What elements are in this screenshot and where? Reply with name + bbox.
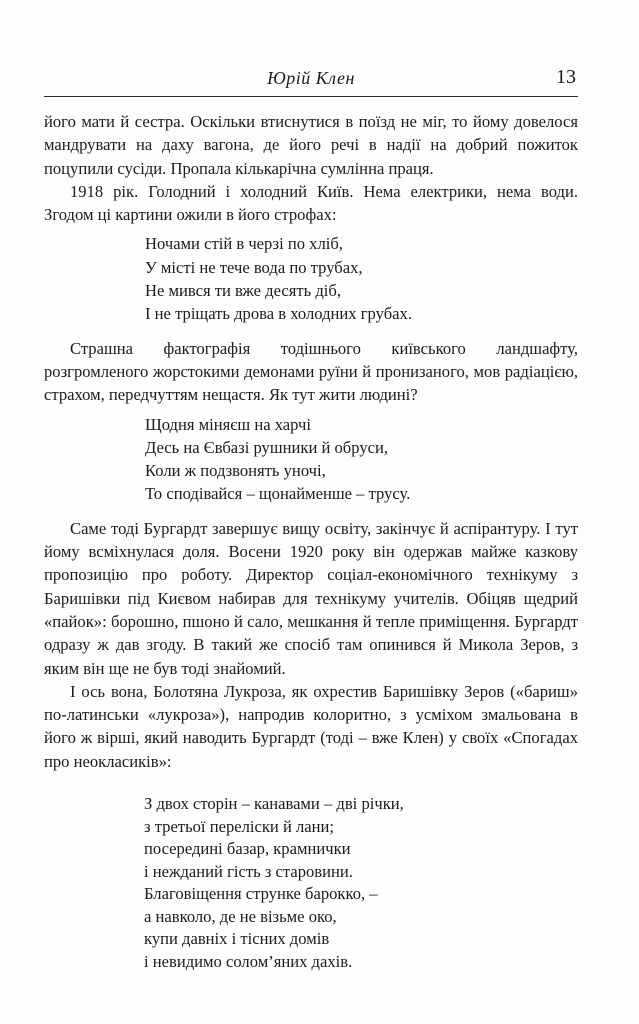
verse-line: Щодня міняєш на харчі: [145, 414, 312, 434]
paragraph-landscape: Страшна фактографія тодішнього київського ландшафту, розгромленого жорстокими демонами руїни й пронизаного, мов радіацією, страхом, передчуттям нещастя. Як тут жити людині?: [44, 338, 578, 405]
verse-line: У місті не тече вода по трубах,: [145, 257, 363, 277]
verse-line: Благовіщення струнке барокко, –: [144, 884, 378, 904]
verse-stanza-3: [44, 793, 578, 973]
verse-line: То сподівайся – щонайменше – трусу.: [145, 484, 411, 504]
verse-line: купи давніх і тісних домів: [144, 929, 330, 949]
page-body: [44, 110, 578, 973]
verse-line: З двох сторін – канавами – дві річки,: [144, 794, 404, 814]
verse-line: Ночами стій в черзі по хліб,: [145, 234, 343, 254]
paragraph-1918: 1918 рік. Голодний і холодний Київ. Нема електрики, нема води. Згодом ці картини ожили в його строфах:: [44, 181, 578, 225]
paragraph-lukroza: І ось вона, Болотяна Лукроза, як охрестив Баришівку Зеров («бариш» по-латинськи «лукроза»), напродив колоритно, з усміхом змальована в його ж вірші, який наводить Бургардт (тоді – вже Клен) у своїх «Спогадах про неокласиків»:: [44, 681, 578, 771]
page-header: [44, 62, 578, 97]
verse-line: посередині базар, крамнички: [144, 839, 351, 859]
paragraph-continuation: його мати й сестра. Оскільки втиснутися в поїзд не міг, то йому довелося мандрувати на даху вагона, де його речі в надії на добрий пожиток поцупили сусіди. Пропала кількарічна сумлінна праця.: [44, 112, 578, 178]
verse-line: Десь на Євбазі рушники й обруси,: [145, 437, 389, 457]
verse-stanza-1: [44, 232, 578, 325]
verse-stanza-2: [44, 413, 578, 506]
verse-line: а навколо, де не візьме око,: [144, 906, 337, 926]
verse-line: Коли ж подзвонять уночі,: [145, 461, 326, 481]
verse-line: і невидимо солом’яних дахів.: [144, 951, 353, 971]
verse-line: і нежданий гість з старовини.: [144, 861, 353, 881]
page-number: 13: [556, 66, 576, 88]
verse-line: Не мився ти вже десять діб,: [145, 281, 341, 301]
verse-line: з третьої переліски й лани;: [144, 816, 334, 836]
running-title: Юрій Клен: [267, 68, 355, 88]
verse-line: І не тріщать дрова в холодних грубах.: [145, 304, 412, 324]
paragraph-burgardt: Саме тоді Бургардт завершує вищу освіту, закінчує й аспірантуру. І тут йому всміхнулася доля. Восени 1920 року він одержав майже казкову пропозицію про роботу. Директор соціал-економічного технікуму з Баришівки під Києвом набирав для технікуму учителів. Обіцяв щедрий «пайок»: борошно, пшоно й сало, мешкання й тепле приміщення. Бургардт одразу ж дав згоду. В такий же спосіб там опинився й Микола Зеров, з яким він ще не був тоді знайомий.: [44, 518, 578, 678]
